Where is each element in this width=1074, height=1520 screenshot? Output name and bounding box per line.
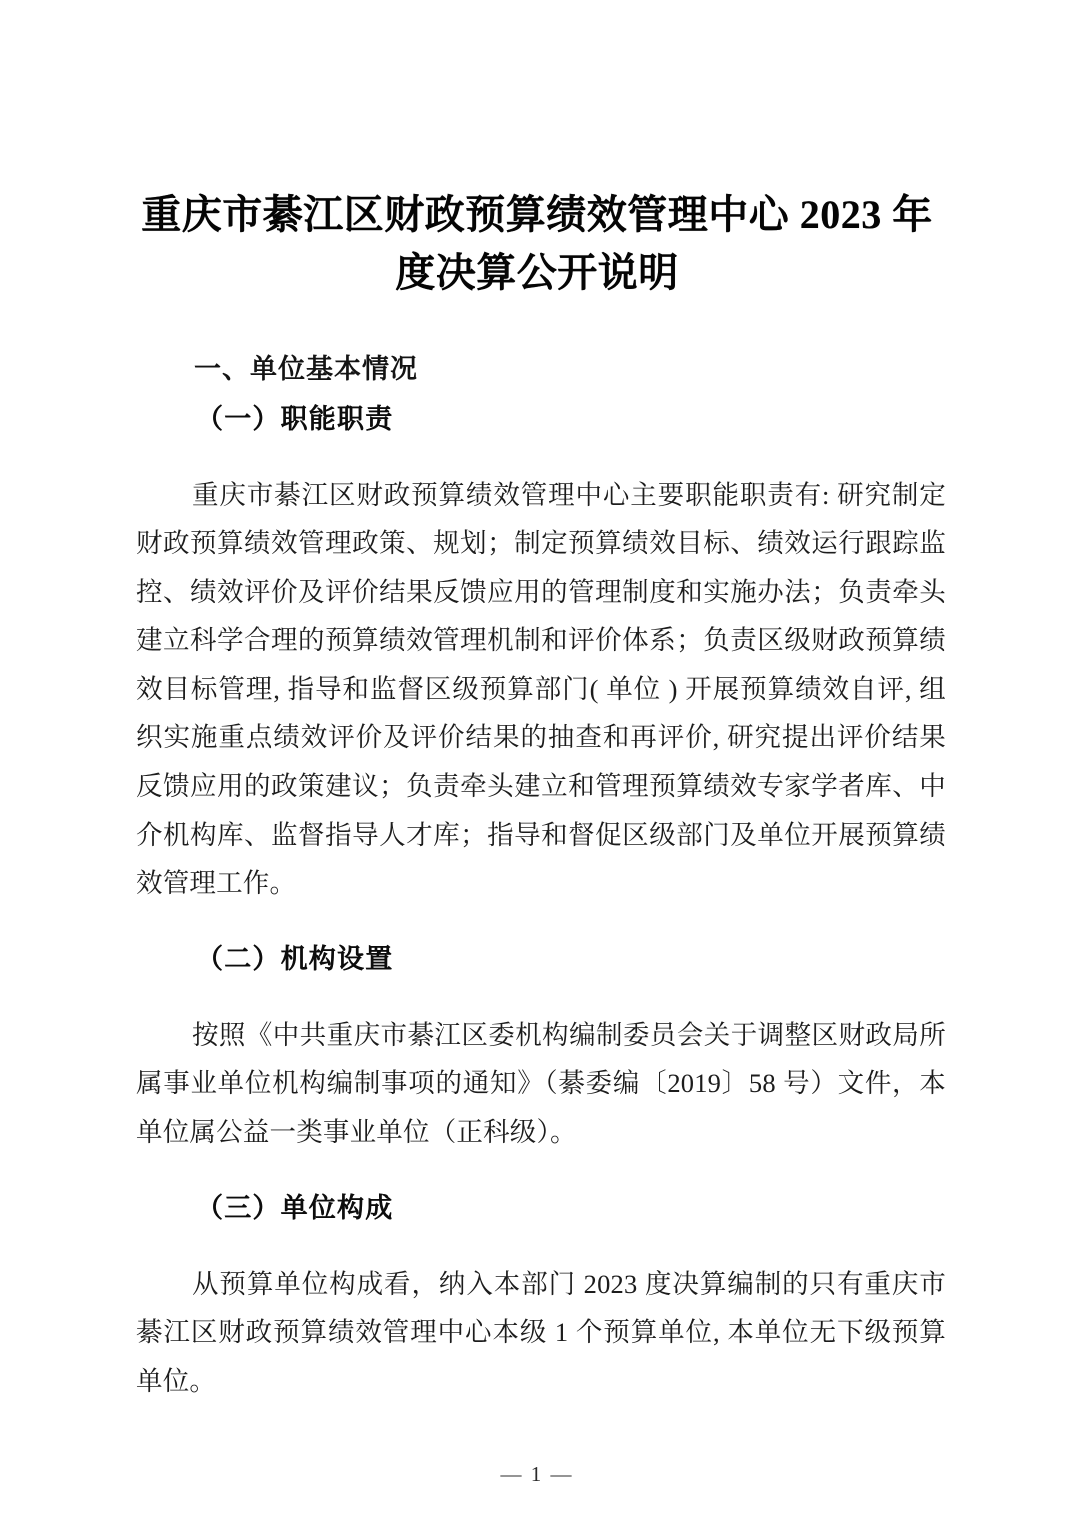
document-title-line-1: 重庆市綦江区财政预算绩效管理中心 2023 年: [141, 192, 933, 237]
page-number-footer: — 1 —: [500, 1462, 574, 1486]
subsection-heading-composition: （三）单位构成: [196, 1193, 394, 1224]
document-body: [136, 344, 946, 1432]
section-heading-unit-overview: 一、单位基本情况: [194, 354, 418, 384]
subsection-heading-duties: （一）职能职责: [196, 404, 394, 434]
document-title-line-2: 度决算公开说明: [395, 250, 679, 295]
paragraph-organization: 按照《中共重庆市綦江区委机构编制委员会关于调整区财政局所属事业单位机构编制事项的通知》（綦委编〔2019〕58 号）文件，本单位属公益一类事业单位（正科级）。: [136, 1019, 946, 1148]
document-title: [137, 186, 937, 302]
paragraph-duties: 重庆市綦江区财政预算绩效管理中心主要职能职责有: 研究制定财政预算绩效管理政策、规划；制定预算绩效目标、绩效运行跟踪监控、绩效评价及评价结果反馈应用的管理制度和实施办法；负责牵头建立科学合理的预算绩效管理机制和评价体系；负责区级财政预算绩效目标管理, 指导和监督区级预算部门( 单位 ) 开展预算绩效自评, 组织实施重点绩效评价及评价结果的抽查和再评价, 研究提出评价结果反馈应用的政策建议；负责牵头建立和管理预算绩效专家学者库、中介机构库、监督指导人才库；指导和督促区级部门及单位开展预算绩效管理工作。: [136, 479, 946, 899]
subsection-heading-organization: （二）机构设置: [196, 944, 394, 975]
paragraph-composition: 从预算单位构成看，纳入本部门 2023 度决算编制的只有重庆市綦江区财政预算绩效管理中心本级 1 个预算单位, 本单位无下级预算单位。: [136, 1268, 946, 1396]
